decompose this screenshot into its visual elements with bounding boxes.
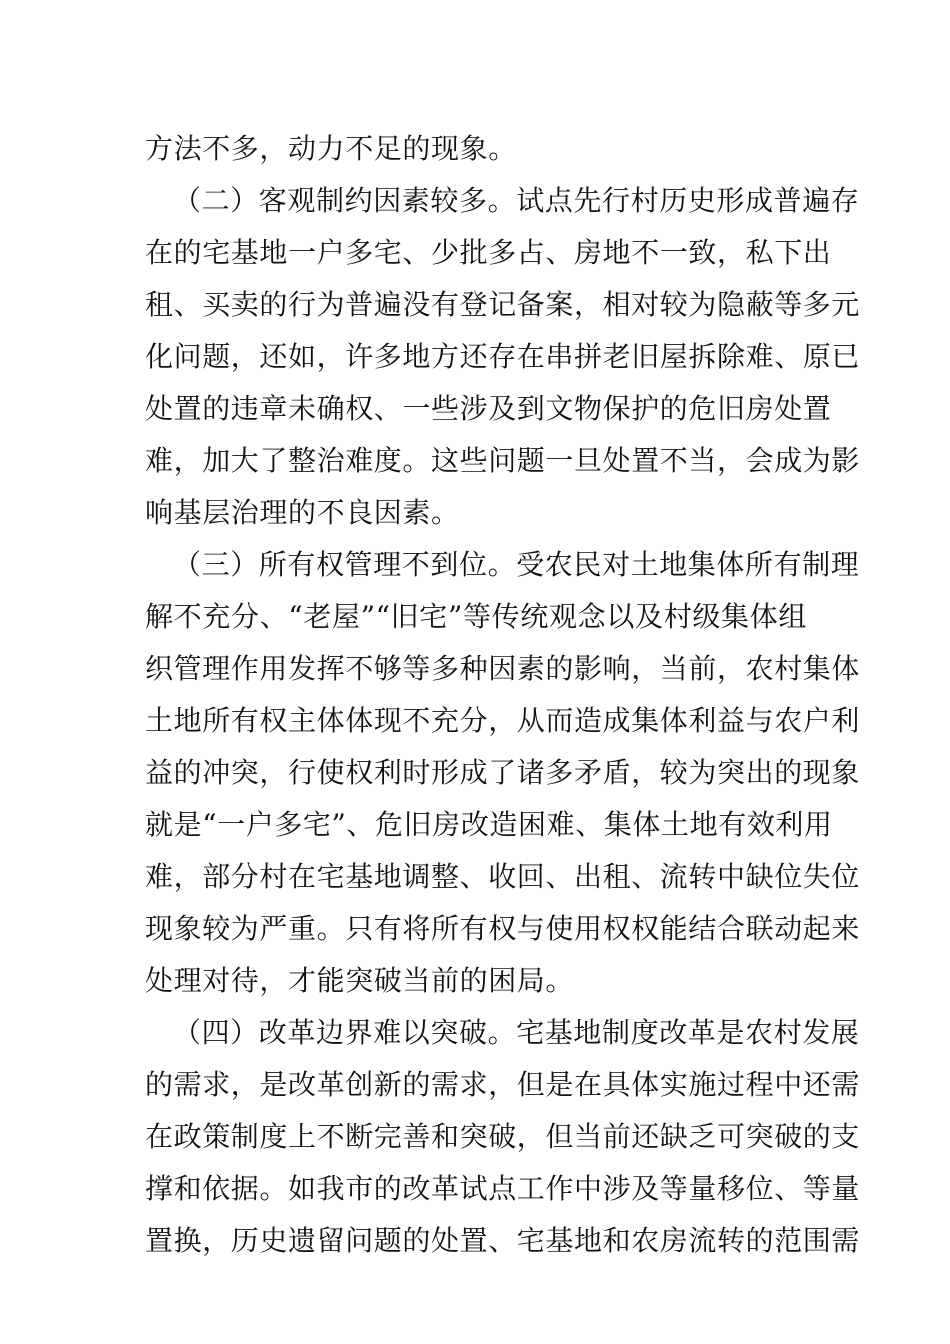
paragraph-heading-2: （二）客观制约因素较多。试点先行村历史形成普遍存 bbox=[173, 184, 860, 217]
text-line: 处置的违章未确权、一些涉及到文物保护的危旧房处置 bbox=[145, 392, 832, 425]
text-line: 织管理作用发挥不够等多种因素的影响，当前，农村集体 bbox=[145, 652, 861, 685]
text-line: 现象较为严重。只有将所有权与使用权权能结合联动起来 bbox=[145, 912, 861, 945]
text-line: 解不充分、“老屋”“旧宅”等传统观念以及村级集体组 bbox=[145, 600, 807, 633]
text-line: 益的冲突，行使权利时形成了诸多矛盾，较为突出的现象 bbox=[145, 756, 861, 789]
text-line: 化问题，还如，许多地方还存在串拼老旧屋拆除难、原已 bbox=[145, 340, 861, 373]
text-line: 响基层治理的不良因素。 bbox=[145, 496, 460, 529]
text-line: 在政策制度上不断完善和突破，但当前还缺乏可突破的支 bbox=[145, 1120, 861, 1153]
text-line: 租、买卖的行为普遍没有登记备案，相对较为隐蔽等多元 bbox=[145, 288, 861, 321]
text-line: 方法不多，动力不足的现象。 bbox=[145, 132, 517, 165]
text-line: 撑和依据。如我市的改革试点工作中涉及等量移位、等量 bbox=[145, 1172, 861, 1205]
text-line: 土地所有权主体体现不充分，从而造成集体利益与农户利 bbox=[145, 704, 861, 737]
text-line: 的需求，是改革创新的需求，但是在具体实施过程中还需 bbox=[145, 1068, 861, 1101]
paragraph-heading-4: （四）改革边界难以突破。宅基地制度改革是农村发展 bbox=[173, 1016, 860, 1049]
text-line: 难，部分村在宅基地调整、收回、出租、流转中缺位失位 bbox=[145, 860, 861, 893]
text-line: 处理对待，才能突破当前的困局。 bbox=[145, 964, 575, 997]
paragraph-heading-3: （三）所有权管理不到位。受农民对土地集体所有制理 bbox=[173, 548, 860, 581]
text-line: 置换，历史遗留问题的处置、宅基地和农房流转的范围需 bbox=[145, 1224, 861, 1257]
text-line: 就是“一户多宅”、危旧房改造困难、集体土地有效利用 bbox=[145, 808, 833, 841]
text-line: 难，加大了整治难度。这些问题一旦处置不当，会成为影 bbox=[145, 444, 861, 477]
text-line: 在的宅基地一户多宅、少批多占、房地不一致，私下出 bbox=[145, 236, 832, 269]
